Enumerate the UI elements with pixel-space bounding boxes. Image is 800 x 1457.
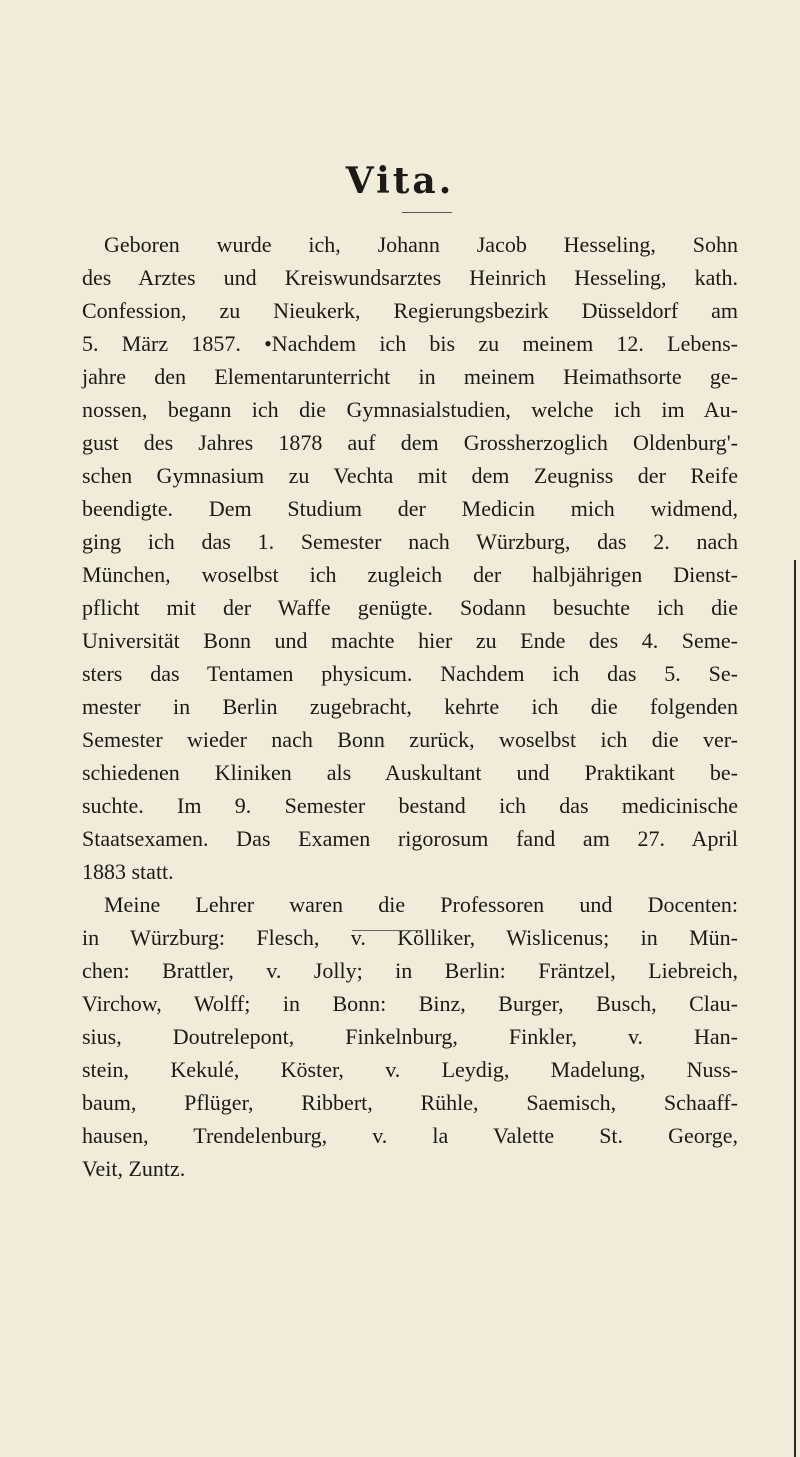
closing-rule	[352, 930, 422, 931]
text-line: München, woselbst ich zugleich der halbjährigen Dienst-	[82, 562, 738, 587]
text-line: Semester wieder nach Bonn zurück, woselbst ich die ver-	[82, 727, 738, 752]
text-line: 1883 statt.	[82, 859, 174, 884]
text-line: Geboren wurde ich, Johann Jacob Hesseling, Sohn	[104, 232, 738, 257]
text-line: hausen, Trendelenburg, v. la Valette St. George,	[82, 1123, 738, 1148]
text-line: pflicht mit der Waffe genügte. Sodann besuchte ich die	[82, 595, 738, 620]
text-line: Universität Bonn und machte hier zu Ende des 4. Seme-	[82, 628, 738, 653]
text-line: ging ich das 1. Semester nach Würzburg, das 2. nach	[82, 529, 738, 554]
title-rule	[402, 212, 452, 213]
text-line: Staatsexamen. Das Examen rigorosum fand am 27. April	[82, 826, 738, 851]
page-edge-shadow	[794, 560, 796, 1457]
text-line: sius, Doutrelepont, Finkelnburg, Finkler, v. Han-	[82, 1024, 738, 1049]
text-line: Meine Lehrer waren die Professoren und Docenten:	[104, 892, 738, 917]
text-line: nossen, begann ich die Gymnasialstudien, welche ich im Au-	[82, 397, 738, 422]
text-line: 5. März 1857. •Nachdem ich bis zu meinem 12. Lebens-	[82, 331, 738, 356]
text-line: schen Gymnasium zu Vechta mit dem Zeugniss der Reife	[82, 463, 738, 488]
text-line: mester in Berlin zugebracht, kehrte ich die folgenden	[82, 694, 738, 719]
page-title: Vita.	[345, 160, 455, 202]
text-line: jahre den Elementarunterricht in meinem Heimathsorte ge-	[82, 364, 738, 389]
text-line: sters das Tentamen physicum. Nachdem ich das 5. Se-	[82, 661, 738, 686]
text-line: Veit, Zuntz.	[82, 1156, 186, 1181]
text-line: baum, Pflüger, Ribbert, Rühle, Saemisch, Schaaff-	[82, 1090, 738, 1115]
vita-text	[82, 228, 738, 1185]
text-line: in Würzburg: Flesch, v. Kölliker, Wislicenus; in Mün-	[82, 925, 738, 950]
text-line: stein, Kekulé, Köster, v. Leydig, Madelung, Nuss-	[82, 1057, 738, 1082]
text-line: gust des Jahres 1878 auf dem Grossherzoglich Oldenburg'-	[82, 430, 738, 455]
text-line: beendigte. Dem Studium der Medicin mich widmend,	[82, 496, 738, 521]
text-line: chen: Brattler, v. Jolly; in Berlin: Fräntzel, Liebreich,	[82, 958, 738, 983]
paragraph-biography	[82, 228, 738, 888]
text-line: Virchow, Wolff; in Bonn: Binz, Burger, Busch, Clau-	[82, 991, 738, 1016]
text-line: des Arztes und Kreiswundsarztes Heinrich Hesseling, kath.	[82, 265, 738, 290]
text-line: suchte. Im 9. Semester bestand ich das medicinische	[82, 793, 738, 818]
text-line: Confession, zu Nieukerk, Regierungsbezirk Düsseldorf am	[82, 298, 738, 323]
text-line: schiedenen Kliniken als Auskultant und Praktikant be-	[82, 760, 738, 785]
paragraph-teachers	[82, 888, 738, 1185]
